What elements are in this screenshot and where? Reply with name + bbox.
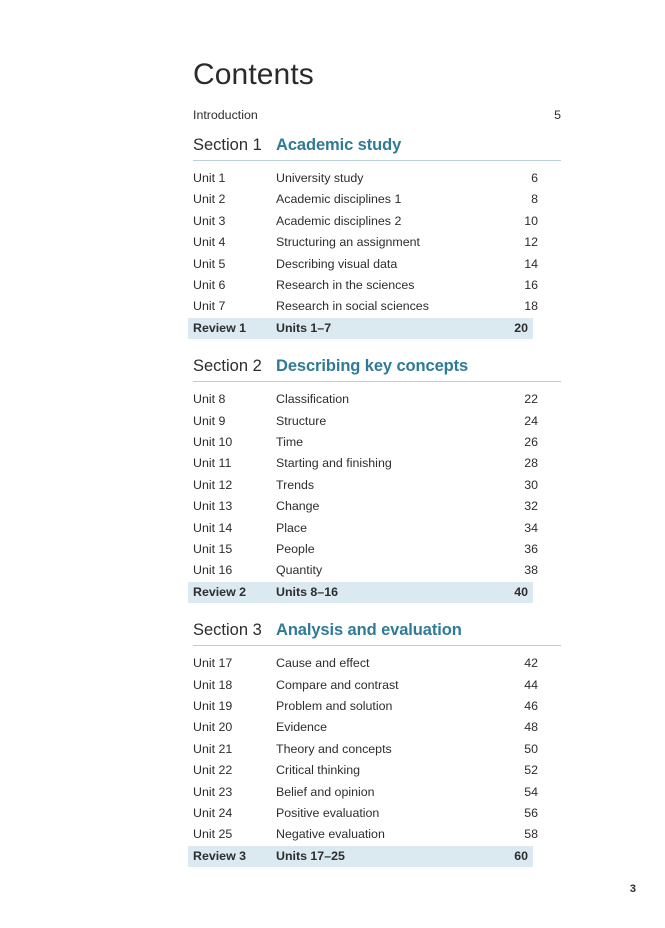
toc-entry-title: Units 8–16 — [276, 584, 338, 599]
toc-entry-row[interactable] — [193, 211, 538, 232]
toc-review-row[interactable] — [188, 318, 533, 340]
sections-list — [193, 136, 561, 867]
toc-entry-page-number: 6 — [531, 171, 538, 185]
toc-entry-page-number: 10 — [524, 213, 538, 228]
toc-entry-row[interactable] — [193, 824, 538, 845]
toc-entry-unit: Unit 10 — [193, 435, 233, 450]
toc-entry-title: Structure — [276, 413, 327, 428]
toc-entry-page-number: 38 — [524, 563, 538, 578]
toc-entry-row[interactable] — [193, 254, 538, 275]
toc-entry-row[interactable] — [193, 496, 538, 517]
section-number-label: Section 3 — [193, 621, 262, 640]
toc-entry-title: Place — [276, 520, 307, 535]
toc-entry-page-number: 30 — [524, 477, 538, 492]
section-heading — [193, 357, 561, 382]
toc-entry-unit: Unit 16 — [193, 563, 233, 578]
toc-entry-row[interactable] — [193, 168, 538, 189]
toc-entry-row[interactable] — [193, 717, 538, 738]
toc-entry-page-number: 42 — [524, 656, 538, 671]
toc-entry-title: Describing visual data — [276, 256, 398, 271]
toc-entry-row[interactable] — [193, 475, 538, 496]
toc-entry-page-number: 14 — [524, 256, 538, 271]
toc-entry-title: Critical thinking — [276, 763, 361, 778]
toc-entry-unit: Unit 11 — [193, 456, 232, 471]
toc-entry-row[interactable] — [193, 189, 538, 210]
toc-entry-page-number: 60 — [514, 848, 528, 863]
toc-entry-page-number: 36 — [524, 541, 538, 556]
toc-entry-unit: Unit 22 — [193, 763, 233, 778]
toc-entry-unit: Unit 4 — [193, 235, 226, 250]
toc-entry-title: University study — [276, 171, 364, 185]
toc-entry-title: Compare and contrast — [276, 677, 399, 692]
toc-entry-page-number: 24 — [524, 413, 538, 428]
toc-entry-row[interactable] — [193, 389, 538, 410]
toc-entry-title: Problem and solution — [276, 699, 393, 714]
toc-entry-unit: Unit 12 — [193, 477, 233, 492]
toc-entry-row[interactable] — [193, 782, 538, 803]
toc-review-row[interactable] — [188, 846, 533, 868]
toc-entry-title: Negative evaluation — [276, 827, 385, 842]
toc-entry-row[interactable] — [193, 739, 538, 760]
section-entries — [193, 389, 538, 603]
section-title: Describing key concepts — [276, 357, 469, 376]
page-title: Contents — [193, 58, 314, 92]
toc-section — [193, 357, 561, 603]
toc-entry-introduction[interactable] — [193, 104, 561, 126]
toc-entry-unit: Review 2 — [193, 584, 247, 599]
toc-entry-title: Cause and effect — [276, 656, 370, 671]
toc-entry-unit: Unit 1 — [193, 171, 226, 185]
toc-entry-title: Change — [276, 499, 320, 514]
toc-entry-title: Classification — [276, 392, 349, 407]
toc-entry-page-number: 32 — [524, 499, 538, 514]
section-number-label: Section 2 — [193, 357, 262, 376]
toc-entry-unit: Unit 6 — [193, 277, 226, 292]
toc-entry-title: Academic disciplines 1 — [276, 192, 402, 207]
toc-entry-unit: Unit 19 — [193, 699, 233, 714]
toc-entry-row[interactable] — [193, 232, 538, 253]
toc-entry-label: Introduction — [193, 108, 258, 122]
toc-entry-unit: Unit 9 — [193, 413, 226, 428]
toc-section — [193, 621, 561, 867]
toc-entry-title: Structuring an assignment — [276, 235, 420, 250]
toc-entry-title: Units 1–7 — [276, 320, 332, 335]
toc-entry-page-number: 34 — [524, 520, 538, 535]
toc-entry-unit: Unit 21 — [193, 741, 233, 756]
toc-entry-row[interactable] — [193, 432, 538, 453]
toc-entry-page-number: 18 — [524, 299, 538, 314]
toc-entry-title: Starting and finishing — [276, 456, 392, 471]
toc-entry-title: Time — [276, 435, 304, 450]
toc-entry-row[interactable] — [193, 696, 538, 717]
folio-page-number: 3 — [629, 883, 636, 895]
toc-entry-page-number: 44 — [524, 677, 538, 692]
toc-entry-row[interactable] — [193, 453, 538, 474]
toc-entry-page-number: 40 — [514, 584, 528, 599]
toc-entry-page-number: 16 — [524, 277, 538, 292]
toc-entry-page-number: 26 — [524, 435, 538, 450]
toc-entry-page-number: 54 — [524, 784, 538, 799]
toc-entry-title: People — [276, 541, 315, 556]
toc-entry-title: Quantity — [276, 563, 323, 578]
toc-entry-title: Theory and concepts — [276, 741, 392, 756]
toc-entry-unit: Unit 7 — [193, 299, 226, 314]
toc-entry-title: Trends — [276, 477, 315, 492]
toc-entry-title: Units 17–25 — [276, 848, 345, 863]
section-entries — [193, 653, 538, 867]
toc-entry-unit: Unit 23 — [193, 784, 233, 799]
toc-entry-page-number: 48 — [524, 720, 538, 735]
toc-entry-unit: Unit 15 — [193, 541, 233, 556]
toc-entry-title: Research in social sciences — [276, 299, 429, 314]
table-of-contents — [193, 104, 561, 867]
toc-entry-unit: Unit 13 — [193, 499, 233, 514]
toc-entry-row[interactable] — [193, 560, 538, 581]
toc-entry-page-number: 28 — [524, 456, 538, 471]
toc-entry-unit: Unit 8 — [193, 392, 226, 407]
toc-entry-title: Positive evaluation — [276, 805, 380, 820]
toc-entry-row[interactable] — [193, 296, 538, 317]
toc-entry-unit: Review 3 — [193, 848, 247, 863]
toc-entry-unit: Unit 5 — [193, 256, 226, 271]
toc-entry-unit: Unit 24 — [193, 805, 233, 820]
toc-section — [193, 136, 561, 339]
toc-entry-row[interactable] — [193, 803, 538, 824]
toc-entry-page-number: 12 — [524, 235, 538, 250]
toc-entry-page-number: 52 — [524, 763, 538, 778]
toc-entry-page-number: 46 — [524, 699, 538, 714]
toc-entry-title: Research in the sciences — [276, 277, 415, 292]
section-title: Academic study — [276, 136, 402, 154]
toc-entry-page-number: 8 — [531, 192, 538, 207]
toc-entry-unit: Unit 20 — [193, 720, 233, 735]
toc-entry-page-number: 50 — [524, 741, 538, 756]
toc-entry-unit: Unit 25 — [193, 827, 233, 842]
section-number-label: Section 1 — [193, 136, 262, 154]
toc-entry-row[interactable] — [193, 675, 538, 696]
toc-entry-row[interactable] — [193, 653, 538, 674]
toc-entry-row[interactable] — [193, 275, 538, 296]
section-heading — [193, 136, 561, 161]
toc-entry-unit: Unit 2 — [193, 192, 226, 207]
toc-entry-unit: Unit 17 — [193, 656, 233, 671]
toc-entry-unit: Unit 14 — [193, 520, 233, 535]
toc-entry-title: Belief and opinion — [276, 784, 375, 799]
toc-entry-row[interactable] — [193, 411, 538, 432]
toc-entry-unit: Unit 18 — [193, 677, 233, 692]
toc-entry-title: Evidence — [276, 720, 327, 735]
toc-review-row[interactable] — [188, 582, 533, 604]
toc-entry-title: Academic disciplines 2 — [276, 213, 402, 228]
toc-entry-row[interactable] — [193, 760, 538, 781]
section-title: Analysis and evaluation — [276, 621, 462, 640]
toc-entry-unit: Unit 3 — [193, 213, 226, 228]
section-entries — [193, 168, 538, 339]
toc-entry-page-number: 56 — [524, 805, 538, 820]
section-heading — [193, 621, 561, 646]
toc-entry-page-number: 5 — [554, 108, 561, 122]
toc-entry-row[interactable] — [193, 539, 538, 560]
toc-entry-page-number: 22 — [524, 392, 538, 407]
toc-entry-page-number: 20 — [514, 320, 528, 335]
toc-entry-page-number: 58 — [524, 827, 538, 842]
toc-entry-unit: Review 1 — [193, 320, 247, 335]
toc-entry-row[interactable] — [193, 518, 538, 539]
